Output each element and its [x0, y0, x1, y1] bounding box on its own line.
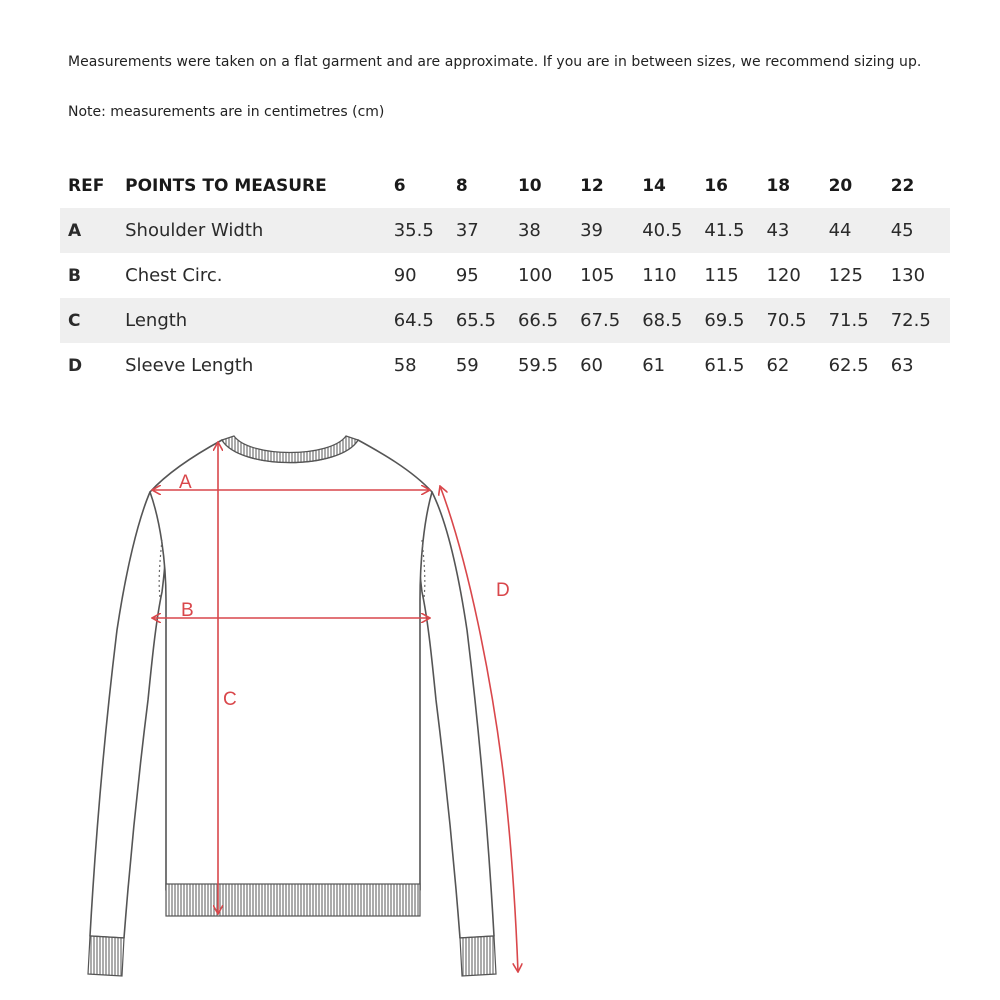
cell-value: 120 [766, 265, 801, 286]
table-row [60, 253, 950, 298]
cell-value: 68.5 [634, 298, 696, 343]
sweater-body [150, 440, 432, 890]
hem-rib [166, 884, 420, 916]
cell-value: 62 [766, 355, 790, 376]
cell-value: 70.5 [758, 298, 820, 343]
label-b: B [181, 600, 194, 621]
cell-value: 125 [828, 265, 863, 286]
sweater-outline [90, 440, 494, 938]
cell-value: 66.5 [510, 298, 572, 343]
cell-value: 37 [448, 208, 510, 253]
left-cuff-rib [88, 936, 124, 976]
left-sleeve [90, 492, 166, 938]
header-points-to-measure: POINTS TO MEASURE [125, 175, 327, 196]
row-point: Sleeve Length [125, 355, 254, 376]
header-size-22: 22 [890, 175, 915, 196]
cell-value: 90 [393, 265, 417, 286]
cell-value: 38 [510, 208, 572, 253]
cell-value: 45 [883, 208, 950, 253]
row-point: Chest Circ. [125, 265, 223, 286]
header-size-18: 18 [766, 175, 791, 196]
cell-value: 95 [455, 265, 479, 286]
cell-value: 41.5 [696, 208, 758, 253]
header-size-20: 20 [828, 175, 853, 196]
cell-value: 61 [642, 355, 666, 376]
cell-value: 60 [580, 355, 603, 376]
intro-text: Measurements were taken on a flat garment and are approximate. If you are in between sizes, we recommend sizing up. [68, 54, 922, 70]
cell-value: 58 [393, 355, 417, 376]
cell-value: 71.5 [821, 298, 883, 343]
row-ref: C [60, 298, 117, 343]
cell-value: 59 [455, 355, 479, 376]
table-row [60, 343, 950, 388]
row-point: Length [117, 298, 386, 343]
cell-value: 64.5 [386, 298, 448, 343]
cell-value: 61.5 [704, 355, 745, 376]
header-size-10: 10 [517, 175, 542, 196]
sweater-measurement-diagram [60, 425, 560, 985]
cell-value: 44 [821, 208, 883, 253]
cell-value: 59.5 [517, 355, 559, 376]
cell-value: 65.5 [448, 298, 510, 343]
table-row [60, 208, 950, 253]
cell-value: 115 [704, 265, 739, 286]
cell-value: 130 [890, 265, 926, 286]
header-ref: REF [68, 175, 105, 196]
cell-value: 35.5 [386, 208, 448, 253]
header-size-8: 8 [455, 175, 468, 196]
header-size-12: 12 [580, 175, 604, 196]
right-cuff-rib [460, 936, 496, 976]
cell-value: 43 [758, 208, 820, 253]
size-table [60, 163, 950, 388]
right-sleeve [418, 492, 494, 938]
label-c: C [223, 689, 237, 710]
cell-value: 62.5 [828, 355, 869, 376]
cell-value: 105 [580, 265, 615, 286]
row-point: Shoulder Width [117, 208, 386, 253]
table-header-row [60, 163, 950, 208]
table-row [60, 298, 950, 343]
cell-value: 39 [572, 208, 634, 253]
cell-value: 110 [642, 265, 677, 286]
cell-value: 72.5 [883, 298, 950, 343]
cell-value: 100 [517, 265, 553, 286]
cell-value: 40.5 [634, 208, 696, 253]
row-ref: B [68, 265, 81, 286]
units-note: Note: measurements are in centimetres (cm) [68, 104, 385, 120]
cell-value: 63 [890, 355, 914, 376]
header-size-14: 14 [642, 175, 666, 196]
label-a: A [179, 472, 192, 493]
row-ref: A [60, 208, 117, 253]
cell-value: 69.5 [696, 298, 758, 343]
header-size-16: 16 [704, 175, 729, 196]
header-size-6: 6 [393, 175, 406, 196]
label-d: D [496, 580, 510, 601]
row-ref: D [68, 355, 83, 376]
cell-value: 67.5 [572, 298, 634, 343]
